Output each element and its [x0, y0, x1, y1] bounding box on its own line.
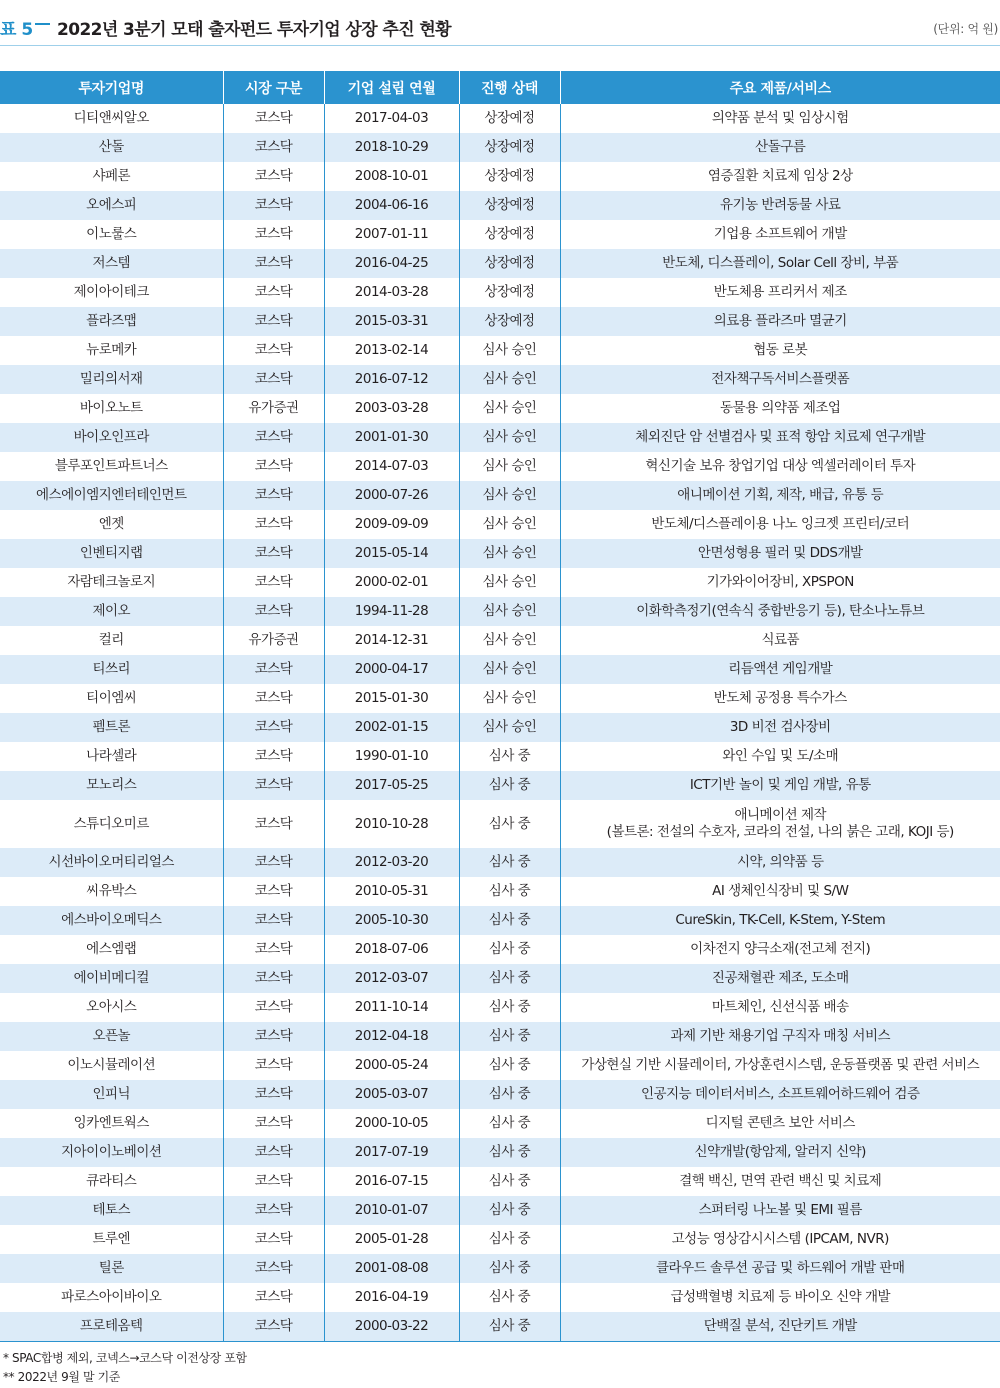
cell-founded: 2015-05-14 — [324, 539, 459, 568]
cell-market: 코스닥 — [223, 993, 324, 1022]
cell-products: 고성능 영상감시시스템 (IPCAM, NVR) — [560, 1225, 1000, 1254]
cell-market: 코스닥 — [223, 104, 324, 133]
table-row — [0, 993, 1000, 1022]
cell-company: 지아이이노베이션 — [0, 1138, 223, 1167]
table-row — [0, 510, 1000, 539]
unit-note: (단위: 억 원) — [933, 22, 998, 36]
cell-market: 코스닥 — [223, 423, 324, 452]
footnote: ** 2022년 9월 말 기준 — [3, 1370, 120, 1384]
cell-company: 펨트론 — [0, 713, 223, 742]
cell-founded: 2016-04-25 — [324, 249, 459, 278]
cell-company: 오아시스 — [86, 999, 137, 1015]
cell-status: 심사 승인 — [459, 626, 560, 655]
table-row — [0, 771, 1000, 800]
cell-status: 심사 중 — [459, 1138, 560, 1167]
table-number: 표 5 — [0, 20, 33, 40]
cell-status: 심사 승인 — [459, 568, 560, 597]
footnote: * SPAC합병 제외, 코넥스→코스닥 이전상장 포함 — [3, 1351, 247, 1365]
cell-market: 코스닥 — [223, 742, 324, 771]
cell-products: 기업용 소프트웨어 개발 — [560, 220, 1000, 249]
cell-products: 가상현실 기반 시뮬레이터, 가상훈련시스템, 운동플랫폼 및 관련 서비스 — [560, 1051, 1000, 1080]
cell-company: 테토스 — [0, 1196, 223, 1225]
cell-status: 심사 승인 — [459, 539, 560, 568]
cell-products: 이차전지 양극소재(전고체 전지) — [560, 935, 1000, 964]
cell-founded: 2016-07-15 — [324, 1167, 459, 1196]
cell-status: 심사 중 — [459, 906, 560, 935]
cell-company: 티쓰리 — [0, 655, 223, 684]
cell-company: 잉카엔트웍스 — [73, 1115, 149, 1131]
table-row — [0, 1080, 1000, 1109]
table-row — [0, 906, 1000, 935]
cell-market: 코스닥 — [223, 935, 324, 964]
cell-company: 산돌 — [0, 133, 223, 162]
cell-company: 이노시뮬레이션 — [67, 1057, 156, 1073]
cell-founded: 2000-03-22 — [324, 1312, 459, 1342]
cell-company: 시선바이오머티리얼스 — [0, 848, 223, 877]
table-row — [0, 877, 1000, 906]
cell-products: 협동 로봇 — [560, 336, 1000, 365]
cell-market: 코스닥 — [223, 713, 324, 742]
cell-products: 기가와이어장비, XPSPON — [560, 568, 1000, 597]
cell-company: 뉴로메카 — [86, 342, 137, 358]
cell-company: 프로테옴텍 — [0, 1312, 223, 1342]
cell-company: 인피닉 — [0, 1080, 223, 1109]
cell-company: 트루엔 — [92, 1231, 131, 1247]
cell-products: 마트체인, 신선식품 배송 — [560, 993, 1000, 1022]
cell-founded: 2001-01-30 — [324, 423, 459, 452]
cell-company: 큐라티스 — [86, 1173, 137, 1189]
cell-founded: 2000-02-01 — [324, 568, 459, 597]
cell-products: 단백질 분석, 진단키트 개발 — [560, 1312, 1000, 1342]
table-row — [0, 568, 1000, 597]
cell-company: 저스템 — [0, 249, 223, 278]
cell-company: 씨유박스 — [86, 883, 137, 899]
cell-market: 코스닥 — [223, 249, 324, 278]
cell-status: 심사 중 — [459, 1225, 560, 1254]
cell-products: 반도체 공정용 특수가스 — [560, 684, 1000, 713]
cell-founded: 2000-04-17 — [324, 655, 459, 684]
cell-market: 코스닥 — [223, 1312, 324, 1342]
cell-status: 심사 승인 — [459, 597, 560, 626]
cell-founded: 2003-03-28 — [324, 394, 459, 423]
cell-founded: 2014-12-31 — [324, 626, 459, 655]
cell-market: 코스닥 — [223, 906, 324, 935]
cell-founded: 2005-03-07 — [324, 1080, 459, 1109]
cell-founded: 2015-03-31 — [324, 307, 459, 336]
cell-status: 상장예정 — [459, 307, 560, 336]
cell-products: 이화학측정기(연속식 중합반응기 등), 탄소나노튜브 — [560, 597, 1000, 626]
table-row — [0, 964, 1000, 993]
table-row — [0, 1022, 1000, 1051]
table-row — [0, 848, 1000, 877]
cell-company: 틸론 — [0, 1254, 223, 1283]
cell-company: 자람테크놀로지 — [67, 574, 156, 590]
cell-status: 심사 중 — [459, 1283, 560, 1312]
cell-founded: 2009-09-09 — [324, 510, 459, 539]
cell-founded: 2000-10-05 — [324, 1109, 459, 1138]
cell-status: 심사 중 — [459, 1167, 560, 1196]
cell-market: 코스닥 — [223, 877, 324, 906]
footnotes — [3, 1349, 247, 1387]
cell-market: 코스닥 — [223, 162, 324, 191]
header-company: 투자기업명 — [0, 71, 223, 104]
cell-products: 반도체, 디스플레이, Solar Cell 장비, 부품 — [560, 249, 1000, 278]
cell-market: 코스닥 — [223, 1254, 324, 1283]
cell-company: 엔젯 — [98, 516, 124, 532]
cell-company: 에이비메디컬 — [0, 964, 223, 993]
cell-founded: 2018-10-29 — [324, 133, 459, 162]
table-row — [0, 742, 1000, 771]
cell-market: 코스닥 — [223, 452, 324, 481]
cell-products: 스퍼터링 나노볼 및 EMI 필름 — [560, 1196, 1000, 1225]
cell-market: 유가증권 — [223, 626, 324, 655]
cell-company: 에스바이오메딕스 — [0, 906, 223, 935]
cell-status: 심사 중 — [459, 964, 560, 993]
cell-status: 상장예정 — [459, 191, 560, 220]
cell-market: 코스닥 — [223, 655, 324, 684]
cell-founded: 2002-01-15 — [324, 713, 459, 742]
cell-products: 인공지능 데이터서비스, 소프트웨어하드웨어 검증 — [560, 1080, 1000, 1109]
cell-products: 시약, 의약품 등 — [560, 848, 1000, 877]
cell-founded: 2018-07-06 — [324, 935, 459, 964]
caption-dash — [35, 23, 50, 25]
cell-products: 결핵 백신, 면역 관련 백신 및 치료제 — [560, 1167, 1000, 1196]
table-row — [0, 1109, 1000, 1138]
cell-market: 코스닥 — [223, 539, 324, 568]
cell-company: 모노리스 — [0, 771, 223, 800]
cell-founded: 2017-07-19 — [324, 1138, 459, 1167]
cell-market: 코스닥 — [223, 1138, 324, 1167]
header-status: 진행 상태 — [459, 71, 560, 104]
cell-status: 심사 승인 — [459, 713, 560, 742]
cell-status: 심사 중 — [459, 1109, 560, 1138]
cell-products: AI 생체인식장비 및 S/W — [560, 877, 1000, 906]
table-row — [0, 1225, 1000, 1254]
cell-market: 코스닥 — [223, 1225, 324, 1254]
cell-market: 코스닥 — [223, 510, 324, 539]
cell-market: 코스닥 — [223, 307, 324, 336]
cell-founded: 1994-11-28 — [324, 597, 459, 626]
table-row — [0, 249, 1000, 278]
cell-products: 의약품 분석 및 임상시험 — [560, 104, 1000, 133]
cell-products: 전자책구독서비스플랫폼 — [560, 365, 1000, 394]
cell-status: 심사 중 — [459, 935, 560, 964]
table-header-row — [0, 71, 1000, 104]
table-row — [0, 162, 1000, 191]
cell-market: 코스닥 — [223, 1167, 324, 1196]
table-row — [0, 278, 1000, 307]
cell-founded: 1990-01-10 — [324, 742, 459, 771]
cell-founded: 2014-03-28 — [324, 278, 459, 307]
cell-company: 티이엠씨 — [86, 690, 137, 706]
cell-company: 에스에이엠지엔터테인먼트 — [0, 481, 223, 510]
cell-company: 이노룰스 — [86, 226, 137, 242]
cell-market: 코스닥 — [223, 1196, 324, 1225]
cell-market: 유가증권 — [223, 394, 324, 423]
cell-founded: 2005-10-30 — [324, 906, 459, 935]
cell-company: 바이오인프라 — [0, 423, 223, 452]
cell-founded: 2007-01-11 — [324, 220, 459, 249]
cell-company: 인벤티지랩 — [0, 539, 223, 568]
cell-market: 코스닥 — [223, 684, 324, 713]
table-title: 2022년 3분기 모태 출자펀드 투자기업 상장 추진 현황 — [57, 20, 451, 40]
cell-products: 혁신기술 보유 창업기업 대상 엑셀러레이터 투자 — [560, 452, 1000, 481]
cell-status: 상장예정 — [459, 249, 560, 278]
cell-status: 심사 승인 — [459, 452, 560, 481]
cell-products: CureSkin, TK-Cell, K-Stem, Y-Stem — [560, 906, 1000, 935]
cell-company: 샤페론 — [92, 168, 131, 184]
cell-founded: 2001-08-08 — [324, 1254, 459, 1283]
cell-market: 코스닥 — [223, 568, 324, 597]
cell-founded: 2016-04-19 — [324, 1283, 459, 1312]
table-row — [0, 1167, 1000, 1196]
cell-founded: 2015-01-30 — [324, 684, 459, 713]
cell-founded: 2008-10-01 — [324, 162, 459, 191]
ipo-status-table — [0, 71, 1000, 1342]
cell-market: 코스닥 — [223, 1109, 324, 1138]
cell-products: 산돌구름 — [560, 133, 1000, 162]
cell-market: 코스닥 — [223, 191, 324, 220]
cell-market: 코스닥 — [223, 481, 324, 510]
cell-company: 오픈놀 — [0, 1022, 223, 1051]
table-row — [0, 481, 1000, 510]
cell-status: 심사 중 — [459, 1080, 560, 1109]
cell-company: 블루포인트파트너스 — [54, 458, 168, 474]
table-row — [0, 1254, 1000, 1283]
cell-status: 상장예정 — [459, 104, 560, 133]
cell-market: 코스닥 — [223, 365, 324, 394]
cell-market: 코스닥 — [223, 1051, 324, 1080]
table-row — [0, 1312, 1000, 1342]
cell-founded: 2010-01-07 — [324, 1196, 459, 1225]
table-row — [0, 1196, 1000, 1225]
cell-status: 심사 중 — [459, 1051, 560, 1080]
cell-status: 심사 중 — [459, 771, 560, 800]
cell-status: 심사 중 — [459, 742, 560, 771]
cell-status: 심사 중 — [459, 800, 560, 848]
cell-status: 심사 승인 — [459, 510, 560, 539]
cell-status: 심사 중 — [459, 1312, 560, 1342]
cell-products: 디지털 콘텐츠 보안 서비스 — [560, 1109, 1000, 1138]
cell-company: 제이오 — [0, 597, 223, 626]
cell-founded: 2004-06-16 — [324, 191, 459, 220]
cell-status: 상장예정 — [459, 162, 560, 191]
cell-products: 동물용 의약품 제조업 — [560, 394, 1000, 423]
cell-founded: 2017-05-25 — [324, 771, 459, 800]
cell-market: 코스닥 — [223, 964, 324, 993]
cell-company: 오에스피 — [0, 191, 223, 220]
table-row — [0, 1283, 1000, 1312]
cell-products: 진공채혈관 제조, 도소매 — [560, 964, 1000, 993]
table-row — [0, 394, 1000, 423]
cell-status: 심사 중 — [459, 1196, 560, 1225]
table-row — [0, 655, 1000, 684]
cell-products: 와인 수입 및 도/소매 — [560, 742, 1000, 771]
cell-market: 코스닥 — [223, 771, 324, 800]
cell-status: 심사 승인 — [459, 336, 560, 365]
cell-company: 디티앤씨알오 — [73, 110, 149, 126]
table-row — [0, 935, 1000, 964]
cell-founded: 2011-10-14 — [324, 993, 459, 1022]
cell-founded: 2000-05-24 — [324, 1051, 459, 1080]
table-row — [0, 1051, 1000, 1080]
table-row — [0, 307, 1000, 336]
cell-founded: 2010-10-28 — [324, 800, 459, 848]
cell-status: 심사 승인 — [459, 655, 560, 684]
cell-products: 과제 기반 채용기업 구직자 매칭 서비스 — [560, 1022, 1000, 1051]
cell-products: 애니메이션 기획, 제작, 배급, 유통 등 — [560, 481, 1000, 510]
header-founded: 기업 설립 연월 — [324, 71, 459, 104]
cell-status: 심사 중 — [459, 1022, 560, 1051]
cell-status: 심사 승인 — [459, 481, 560, 510]
cell-status: 상장예정 — [459, 278, 560, 307]
cell-market: 코스닥 — [223, 336, 324, 365]
cell-founded: 2017-04-03 — [324, 104, 459, 133]
table-body — [0, 104, 1000, 1342]
cell-founded: 2012-04-18 — [324, 1022, 459, 1051]
table-row — [0, 597, 1000, 626]
cell-market: 코스닥 — [223, 1080, 324, 1109]
table-row — [0, 336, 1000, 365]
cell-products: ICT기반 놀이 및 게임 개발, 유통 — [560, 771, 1000, 800]
cell-market: 코스닥 — [223, 278, 324, 307]
table-row — [0, 684, 1000, 713]
cell-products: 급성백혈병 치료제 등 바이오 신약 개발 — [560, 1283, 1000, 1312]
cell-products: 리듬액션 게임개발 — [560, 655, 1000, 684]
table-row — [0, 104, 1000, 133]
cell-status: 심사 승인 — [459, 423, 560, 452]
cell-founded: 2010-05-31 — [324, 877, 459, 906]
table-row — [0, 800, 1000, 848]
table-caption — [0, 9, 1000, 43]
cell-founded: 2000-07-26 — [324, 481, 459, 510]
cell-products: 유기농 반려동물 사료 — [560, 191, 1000, 220]
cell-company: 파로스아이바이오 — [61, 1289, 162, 1305]
cell-company: 바이오노트 — [79, 400, 143, 416]
cell-founded: 2005-01-28 — [324, 1225, 459, 1254]
cell-status: 심사 승인 — [459, 365, 560, 394]
cell-market: 코스닥 — [223, 1022, 324, 1051]
cell-founded: 2013-02-14 — [324, 336, 459, 365]
cell-market: 코스닥 — [223, 800, 324, 848]
cell-status: 상장예정 — [459, 220, 560, 249]
cell-products: 체외진단 암 선별검사 및 표적 항암 치료제 연구개발 — [560, 423, 1000, 452]
cell-market: 코스닥 — [223, 133, 324, 162]
cell-company: 스튜디오미르 — [73, 815, 149, 832]
cell-status: 심사 중 — [459, 1254, 560, 1283]
cell-products: 신약개발(항암제, 알러지 신약) — [560, 1138, 1000, 1167]
cell-founded: 2016-07-12 — [324, 365, 459, 394]
cell-market: 코스닥 — [223, 220, 324, 249]
cell-status: 심사 중 — [459, 848, 560, 877]
cell-products: 반도체/디스플레이용 나노 잉크젯 프린터/코터 — [560, 510, 1000, 539]
header-products: 주요 제품/서비스 — [560, 71, 1000, 104]
cell-products: 안면성형용 필러 및 DDS개발 — [560, 539, 1000, 568]
cell-products: 3D 비전 검사장비 — [560, 713, 1000, 742]
cell-founded: 2012-03-07 — [324, 964, 459, 993]
table-row — [0, 626, 1000, 655]
cell-company: 제이아이테크 — [73, 284, 149, 300]
table-row — [0, 539, 1000, 568]
table-row — [0, 191, 1000, 220]
cell-company: 밀리의서재 — [0, 365, 223, 394]
caption-divider — [0, 45, 1000, 46]
cell-status: 심사 승인 — [459, 684, 560, 713]
cell-products: 애니메이션 제작 (볼트론: 전설의 수호자, 코라의 전설, 나의 붉은 고래, KOJI 등) — [560, 800, 1000, 848]
cell-products: 염증질환 치료제 임상 2상 — [560, 162, 1000, 191]
table-row — [0, 220, 1000, 249]
cell-market: 코스닥 — [223, 848, 324, 877]
header-market: 시장 구분 — [223, 71, 324, 104]
table-row — [0, 133, 1000, 162]
cell-status: 심사 승인 — [459, 394, 560, 423]
table-row — [0, 452, 1000, 481]
cell-products: 의료용 플라즈마 멸균기 — [560, 307, 1000, 336]
table-row — [0, 365, 1000, 394]
cell-status: 상장예정 — [459, 133, 560, 162]
cell-products: 식료품 — [560, 626, 1000, 655]
cell-company: 컬리 — [98, 632, 124, 648]
cell-founded: 2014-07-03 — [324, 452, 459, 481]
table-row — [0, 1138, 1000, 1167]
table-row — [0, 713, 1000, 742]
cell-status: 심사 중 — [459, 877, 560, 906]
cell-products: 반도체용 프리커서 제조 — [560, 278, 1000, 307]
cell-market: 코스닥 — [223, 597, 324, 626]
cell-market: 코스닥 — [223, 1283, 324, 1312]
table-row — [0, 423, 1000, 452]
cell-products: 클라우드 솔루션 공급 및 하드웨어 개발 판매 — [560, 1254, 1000, 1283]
cell-founded: 2012-03-20 — [324, 848, 459, 877]
cell-company: 나라셀라 — [86, 748, 137, 764]
cell-company: 플라즈맵 — [0, 307, 223, 336]
cell-company: 에스엠랩 — [86, 941, 137, 957]
cell-status: 심사 중 — [459, 993, 560, 1022]
